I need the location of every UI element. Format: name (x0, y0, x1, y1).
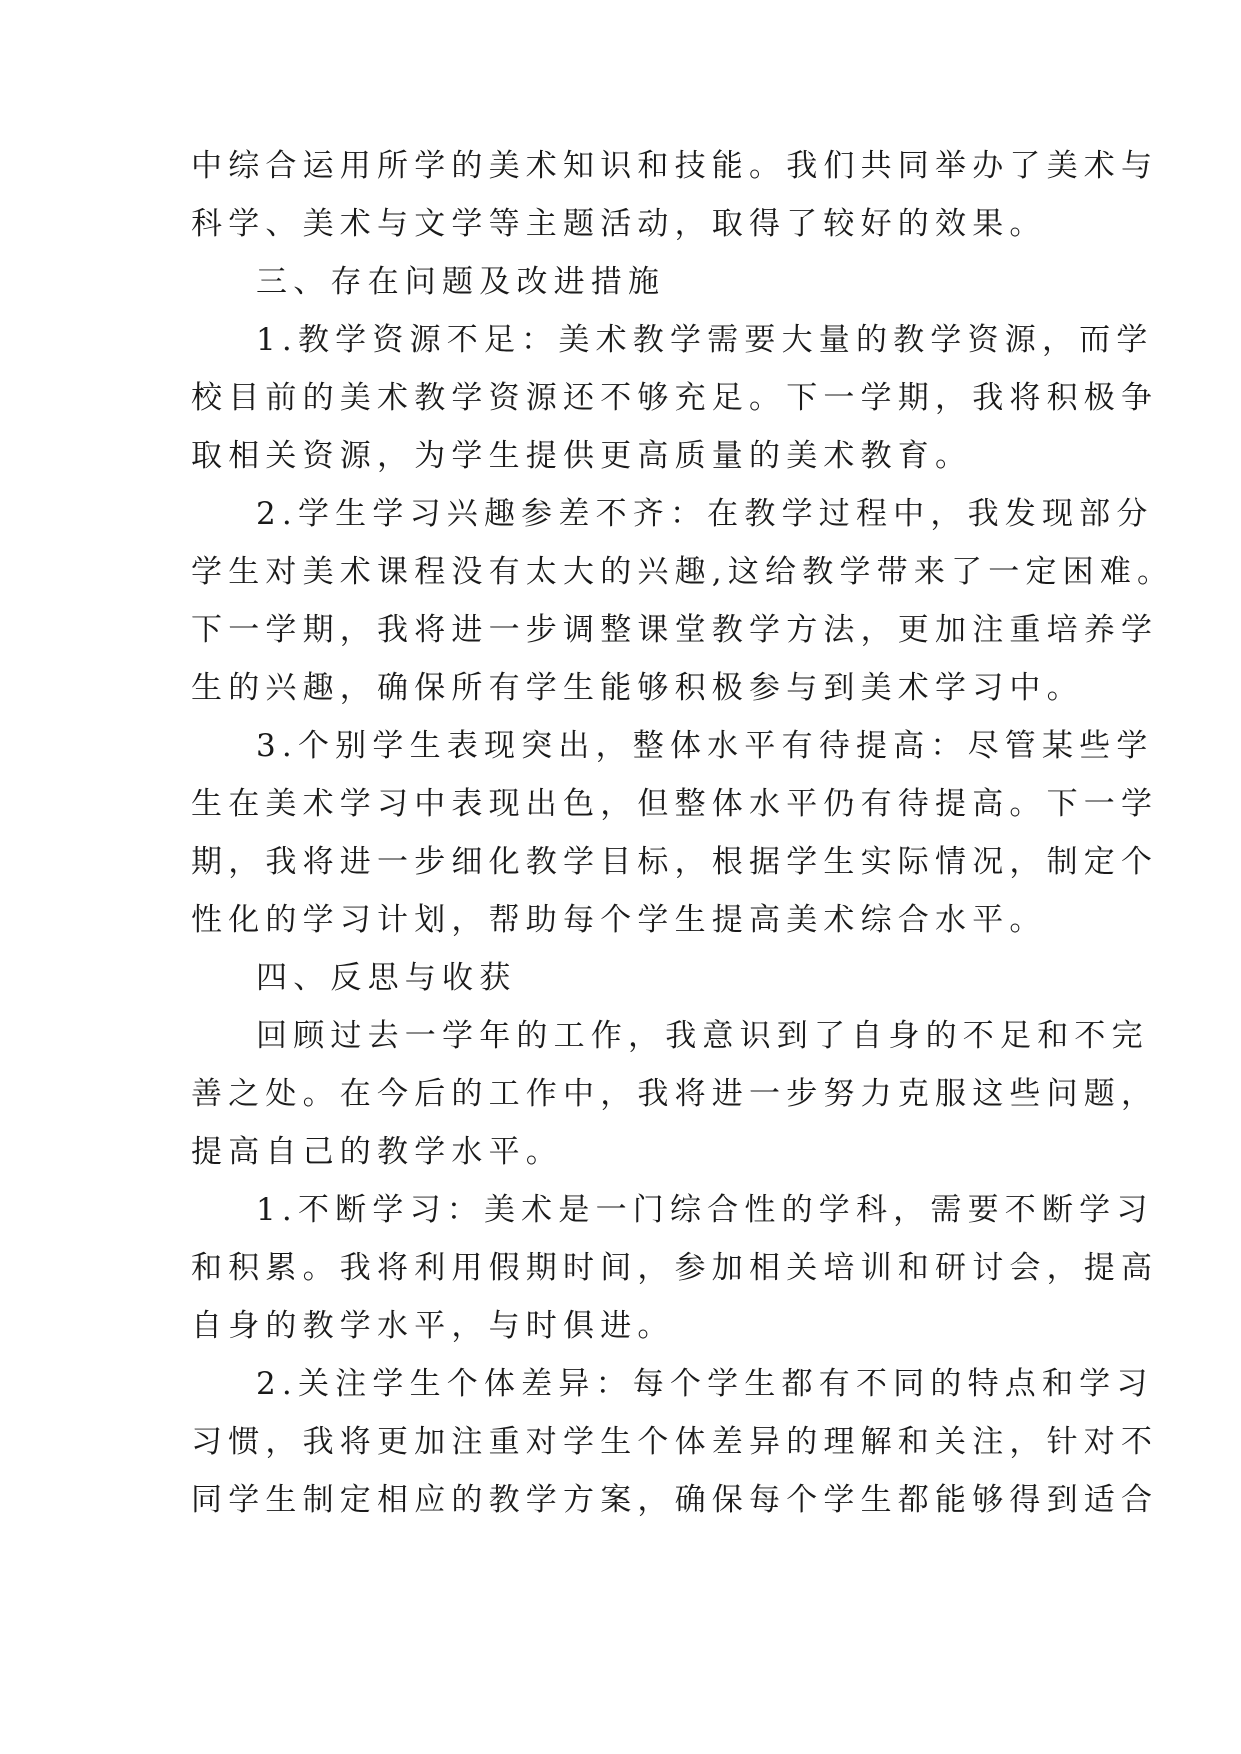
text-line: 同学生制定相应的教学方案，确保每个学生都能够得到适合 (191, 1482, 1159, 1518)
text-line: 性化的学习计划，帮助每个学生提高美术综合水平。 (191, 902, 1047, 938)
text-line: 校目前的美术教学资源还不够充足。下一学期，我将积极争 (191, 380, 1159, 416)
text-line: 生在美术学习中表现出色，但整体水平仍有待提高。下一学 (191, 786, 1159, 822)
text-line: 学生对美术课程没有太大的兴趣,这给教学带来了一定困难。 (191, 554, 1175, 590)
text-line: 2.学生学习兴趣参差不齐：在教学过程中，我发现部分 (256, 496, 1154, 532)
text-line: 和积累。我将利用假期时间，参加相关培训和研讨会，提高 (191, 1250, 1159, 1286)
text-line: 1.教学资源不足：美术教学需要大量的教学资源，而学 (256, 322, 1154, 358)
text-line: 习惯，我将更加注重对学生个体差异的理解和关注，针对不 (191, 1424, 1159, 1460)
text-line: 中综合运用所学的美术知识和技能。我们共同举办了美术与 (191, 148, 1159, 184)
text-line: 下一学期，我将进一步调整课堂教学方法，更加注重培养学 (191, 612, 1159, 648)
section-heading: 三、存在问题及改进措施 (256, 264, 666, 300)
text-line: 善之处。在今后的工作中，我将进一步努力克服这些问题， (191, 1076, 1159, 1112)
text-line: 提高自己的教学水平。 (191, 1134, 563, 1170)
section-heading: 四、反思与收获 (256, 960, 517, 996)
text-line: 生的兴趣，确保所有学生能够积极参与到美术学习中。 (191, 670, 1084, 706)
text-line: 3.个别学生表现突出，整体水平有待提高：尽管某些学 (256, 728, 1154, 764)
text-line: 2.关注学生个体差异：每个学生都有不同的特点和学习 (256, 1366, 1154, 1402)
text-line: 自身的教学水平，与时俱进。 (191, 1308, 675, 1344)
text-line: 1.不断学习：美术是一门综合性的学科，需要不断学习 (256, 1192, 1154, 1228)
text-line: 取相关资源，为学生提供更高质量的美术教育。 (191, 438, 973, 474)
text-line: 期，我将进一步细化教学目标，根据学生实际情况，制定个 (191, 844, 1159, 880)
text-line: 科学、美术与文学等主题活动，取得了较好的效果。 (191, 206, 1047, 242)
text-line: 回顾过去一学年的工作，我意识到了自身的不足和不完 (256, 1018, 1149, 1054)
